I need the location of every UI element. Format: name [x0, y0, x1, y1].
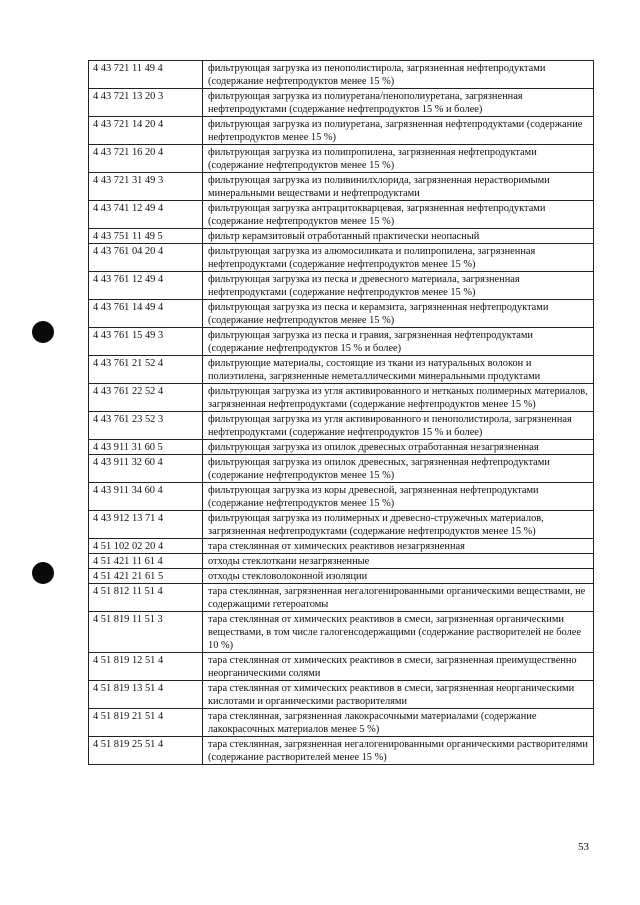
page-number: 53 [578, 841, 589, 853]
waste-code-cell: 4 51 421 11 61 4 [89, 554, 203, 569]
table-row [89, 173, 594, 201]
waste-description-cell: фильтрующая загрузка из полиуретана, загрязненная нефтепродуктами (содержание нефтепродуктов менее 15 %) [203, 117, 594, 145]
table-row [89, 737, 594, 765]
table-row [89, 681, 594, 709]
table-row [89, 554, 594, 569]
punch-hole-mark [32, 562, 54, 584]
waste-code-cell: 4 43 761 21 52 4 [89, 356, 203, 384]
waste-description-cell: тара стеклянная, загрязненная негалогенированными органическими веществами, не содержащими гетероатомы [203, 584, 594, 612]
table-row [89, 244, 594, 272]
waste-code-cell: 4 43 761 15 49 3 [89, 328, 203, 356]
waste-description-cell: фильтрующая загрузка из опилок древесных отработанная незагрязненная [203, 440, 594, 455]
waste-code-cell: 4 43 721 11 49 4 [89, 61, 203, 89]
waste-code-cell: 4 43 721 14 20 4 [89, 117, 203, 145]
waste-code-cell: 4 51 819 12 51 4 [89, 653, 203, 681]
waste-description-cell: тара стеклянная от химических реактивов в смеси, загрязненная органическими веществами, в том числе галогенсодержащими (содержание растворителей не более 10 %) [203, 612, 594, 653]
table-row [89, 201, 594, 229]
waste-code-cell: 4 43 741 12 49 4 [89, 201, 203, 229]
waste-description-cell: фильтрующая загрузка из полиуретана/пенополиуретана, загрязненная нефтепродуктами (содержание нефтепродуктов 15 % и более) [203, 89, 594, 117]
waste-code-cell: 4 43 751 11 49 5 [89, 229, 203, 244]
table-row [89, 356, 594, 384]
table-row [89, 328, 594, 356]
table-row [89, 653, 594, 681]
waste-code-cell: 4 51 819 21 51 4 [89, 709, 203, 737]
waste-code-cell: 4 51 102 02 20 4 [89, 539, 203, 554]
table-row [89, 272, 594, 300]
waste-code-cell: 4 43 911 31 60 5 [89, 440, 203, 455]
table-row [89, 229, 594, 244]
table-row [89, 300, 594, 328]
waste-description-cell: тара стеклянная от химических реактивов незагрязненная [203, 539, 594, 554]
waste-description-cell: тара стеклянная от химических реактивов в смеси, загрязненная неорганическими кислотами и органическими растворителями [203, 681, 594, 709]
table-row [89, 612, 594, 653]
waste-description-cell: фильтрующая загрузка из песка и древесного материала, загрязненная нефтепродуктами (содержание нефтепродуктов менее 15 %) [203, 272, 594, 300]
table-row [89, 89, 594, 117]
waste-description-cell: фильтрующая загрузка антрацитокварцевая, загрязненная нефтепродуктами (содержание нефтепродуктов менее 15 %) [203, 201, 594, 229]
waste-description-cell: фильтрующая загрузка из пенополистирола, загрязненная нефтепродуктами (содержание нефтепродуктов менее 15 %) [203, 61, 594, 89]
table-row [89, 412, 594, 440]
waste-description-cell: тара стеклянная от химических реактивов в смеси, загрязненная преимущественно неорганическими солями [203, 653, 594, 681]
waste-code-cell: 4 43 761 14 49 4 [89, 300, 203, 328]
table-row [89, 483, 594, 511]
table-row [89, 455, 594, 483]
waste-code-cell: 4 43 911 32 60 4 [89, 455, 203, 483]
table-row [89, 117, 594, 145]
waste-description-cell: фильтрующая загрузка из опилок древесных, загрязненная нефтепродуктами (содержание нефтепродуктов менее 15 %) [203, 455, 594, 483]
waste-description-cell: фильтрующая загрузка из угля активированного и пенополистирола, загрязненная нефтепродуктами (содержание нефтепродуктов 15 % и более) [203, 412, 594, 440]
table-row [89, 584, 594, 612]
waste-code-cell: 4 51 819 25 51 4 [89, 737, 203, 765]
table-row [89, 61, 594, 89]
waste-code-cell: 4 51 819 13 51 4 [89, 681, 203, 709]
waste-code-cell: 4 43 761 23 52 3 [89, 412, 203, 440]
waste-code-cell: 4 43 761 04 20 4 [89, 244, 203, 272]
waste-description-cell: фильтрующая загрузка из полипропилена, загрязненная нефтепродуктами (содержание нефтепродуктов менее 15 %) [203, 145, 594, 173]
waste-codes-table [88, 60, 594, 765]
waste-code-cell: 4 51 819 11 51 3 [89, 612, 203, 653]
table-row [89, 539, 594, 554]
table-row [89, 569, 594, 584]
waste-description-cell: фильтрующая загрузка из полимерных и древесно-стружечных материалов, загрязненная нефтепродуктами (содержание нефтепродуктов менее 15 %) [203, 511, 594, 539]
table-row [89, 384, 594, 412]
table-row [89, 440, 594, 455]
waste-code-cell: 4 43 912 13 71 4 [89, 511, 203, 539]
waste-description-cell: фильтрующая загрузка из угля активированного и нетканых полимерных материалов, загрязненная нефтепродуктами (содержание нефтепродуктов менее 15 %) [203, 384, 594, 412]
waste-description-cell: фильтрующая загрузка из песка и керамзита, загрязненная нефтепродуктами (содержание нефтепродуктов менее 15 %) [203, 300, 594, 328]
waste-code-cell: 4 43 761 12 49 4 [89, 272, 203, 300]
waste-code-cell: 4 43 761 22 52 4 [89, 384, 203, 412]
waste-description-cell: фильтрующие материалы, состоящие из ткани из натуральных волокон и полиэтилена, загрязненные неметаллическими минеральными продуктами [203, 356, 594, 384]
waste-code-cell: 4 43 721 16 20 4 [89, 145, 203, 173]
waste-description-cell: фильтрующая загрузка из алюмосиликата и полипропилена, загрязненная нефтепродуктами (содержание нефтепродуктов менее 15 %) [203, 244, 594, 272]
waste-description-cell: фильтр керамзитовый отработанный практически неопасный [203, 229, 594, 244]
table-row [89, 145, 594, 173]
punch-hole-mark [32, 321, 54, 343]
waste-description-cell: отходы стеклоткани незагрязненные [203, 554, 594, 569]
waste-description-cell: фильтрующая загрузка из песка и гравия, загрязненная нефтепродуктами (содержание нефтепродуктов 15 % и более) [203, 328, 594, 356]
waste-code-cell: 4 51 812 11 51 4 [89, 584, 203, 612]
waste-description-cell: тара стеклянная, загрязненная лакокрасочными материалами (содержание лакокрасочных материалов менее 5 %) [203, 709, 594, 737]
waste-description-cell: фильтрующая загрузка из поливинилхлорида, загрязненная нерастворимыми минеральными веществами и нефтепродуктами [203, 173, 594, 201]
table-row [89, 709, 594, 737]
waste-description-cell: фильтрующая загрузка из коры древесной, загрязненная нефтепродуктами (содержание нефтепродуктов менее 15 %) [203, 483, 594, 511]
waste-code-cell: 4 43 911 34 60 4 [89, 483, 203, 511]
waste-description-cell: тара стеклянная, загрязненная негалогенированными органическими растворителями (содержание растворителей менее 15 %) [203, 737, 594, 765]
waste-code-cell: 4 43 721 13 20 3 [89, 89, 203, 117]
waste-code-cell: 4 51 421 21 61 5 [89, 569, 203, 584]
table-row [89, 511, 594, 539]
waste-code-cell: 4 43 721 31 49 3 [89, 173, 203, 201]
waste-codes-table-body [89, 61, 594, 765]
waste-description-cell: отходы стекловолоконной изоляции [203, 569, 594, 584]
